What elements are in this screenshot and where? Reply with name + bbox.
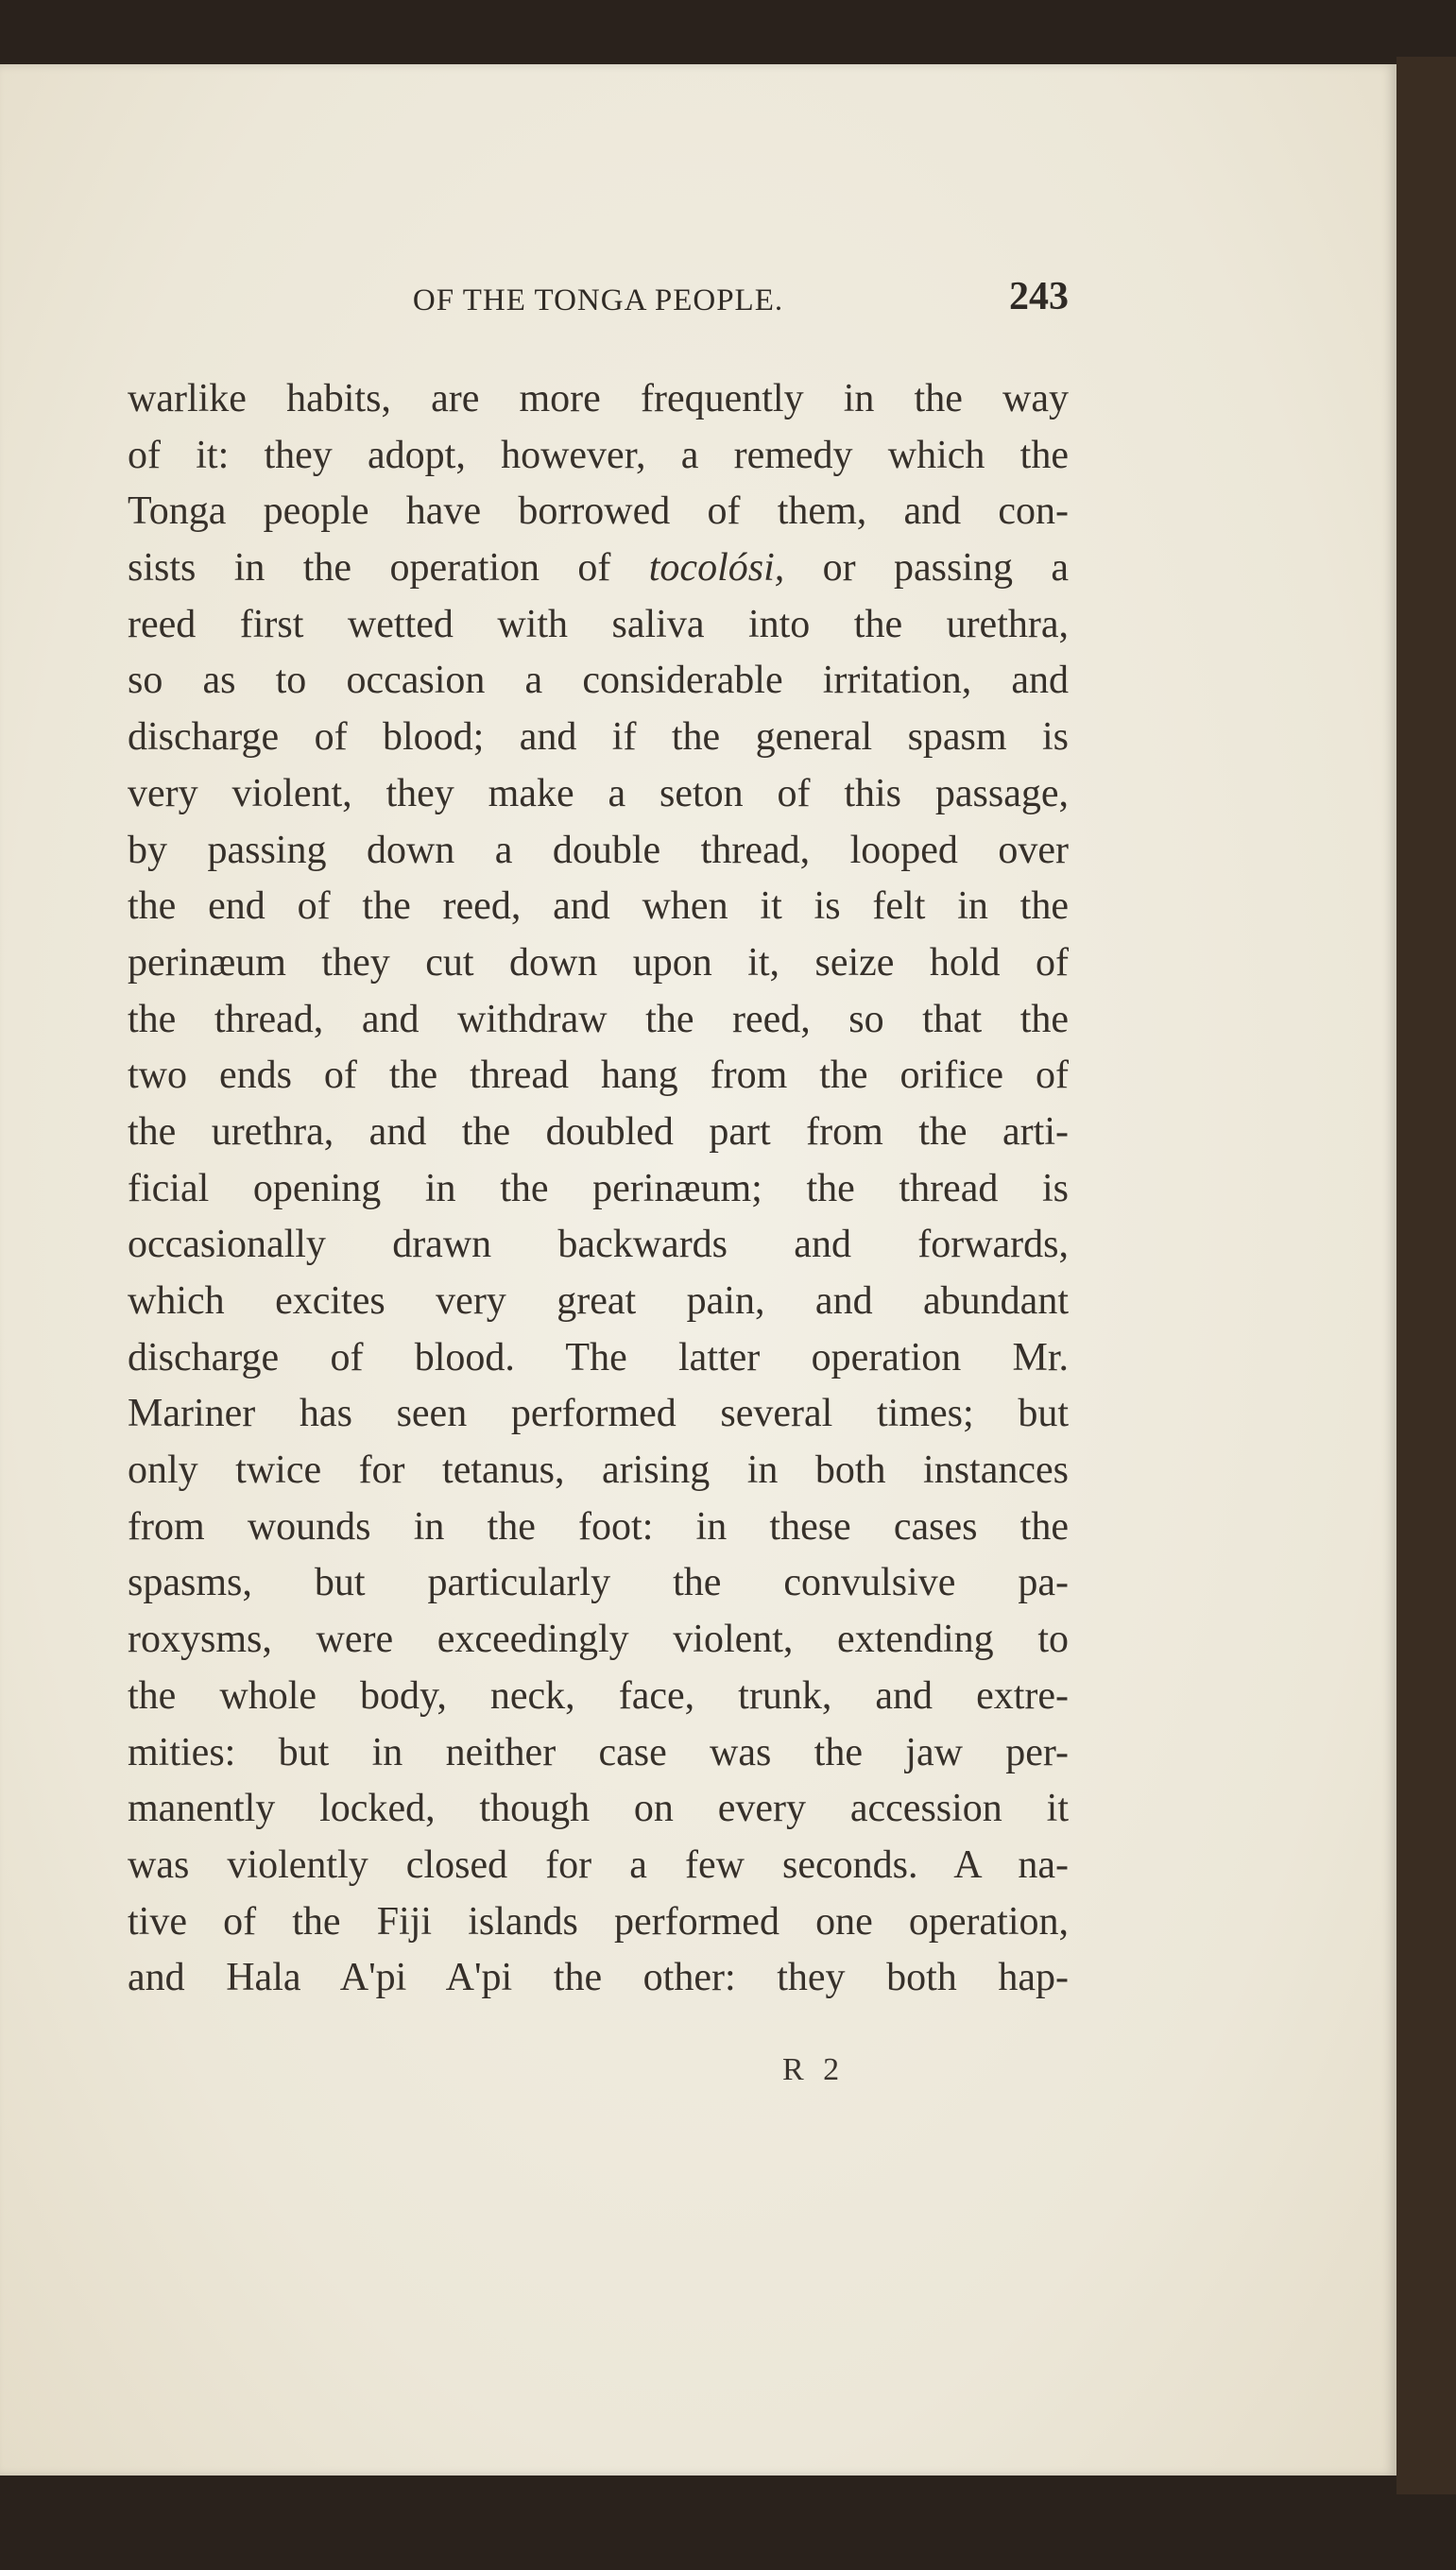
text-line: perinæum they cut down upon it, seize hold of <box>128 940 1069 985</box>
text-span: or passing a <box>784 546 1069 591</box>
text-line: the end of the reed, and when it is felt in the <box>128 884 1069 929</box>
text-line <box>128 540 1069 597</box>
text-line: from wounds in the foot: in these cases the <box>128 1504 1069 1549</box>
text-line: very violent, they make a seton of this passage, <box>128 771 1069 815</box>
text-line: the urethra, and the doubled part from the arti- <box>128 1109 1069 1154</box>
text-line: the whole body, neck, face, trunk, and extre- <box>128 1673 1069 1718</box>
text-line: mities: but in neither case was the jaw per- <box>128 1730 1069 1774</box>
text-line: discharge of blood. The latter operation Mr. <box>128 1335 1069 1379</box>
text-line: and Hala A'pi A'pi the other: they both hap- <box>128 1956 1069 2000</box>
text-line: the thread, and withdraw the reed, so that the <box>128 997 1069 1041</box>
page-edge-background <box>1396 57 1456 2494</box>
text-line: roxysms, were exceedingly violent, extending to <box>128 1618 1069 1662</box>
text-line: which excites very great pain, and abundant <box>128 1279 1069 1323</box>
text-line: warlike habits, are more frequently in the way <box>128 377 1069 420</box>
text-line: of it: they adopt, however, a remedy which the <box>128 433 1069 477</box>
text-line: occasionally drawn backwards and forwards, <box>128 1223 1069 1267</box>
page-number: 243 <box>1009 275 1069 318</box>
text-line: two ends of the thread hang from the orifice of <box>128 1054 1069 1098</box>
text-span: sists in the operation of <box>128 546 649 591</box>
text-line: spasms, but particularly the convulsive pa- <box>128 1561 1069 1605</box>
signature-mark: R 2 <box>782 2052 846 2087</box>
page-header <box>128 274 1069 331</box>
text-line: ficial opening in the perinæum; the thread is <box>128 1166 1069 1210</box>
text-line: only twice for tetanus, arising in both instances <box>128 1448 1069 1493</box>
text-line: by passing down a double thread, looped over <box>128 828 1069 872</box>
body-text <box>128 371 1069 2007</box>
running-title: OF THE TONGA PEOPLE. <box>412 283 784 317</box>
text-line: manently locked, though on every accession it <box>128 1787 1069 1831</box>
text-line: tive of the Fiji islands performed one operation, <box>128 1899 1069 1944</box>
text-line: Mariner has seen performed several times; but <box>128 1392 1069 1436</box>
text-line: was violently closed for a few seconds. A na- <box>128 1842 1069 1887</box>
text-line: discharge of blood; and if the general spasm is <box>128 715 1069 760</box>
text-line: reed first wetted with saliva into the urethra, <box>128 602 1069 646</box>
italic-term: tocolósi, <box>648 546 785 591</box>
text-line: Tonga people have borrowed of them, and con- <box>128 489 1069 534</box>
text-line: so as to occasion a considerable irritation, and <box>128 659 1069 703</box>
